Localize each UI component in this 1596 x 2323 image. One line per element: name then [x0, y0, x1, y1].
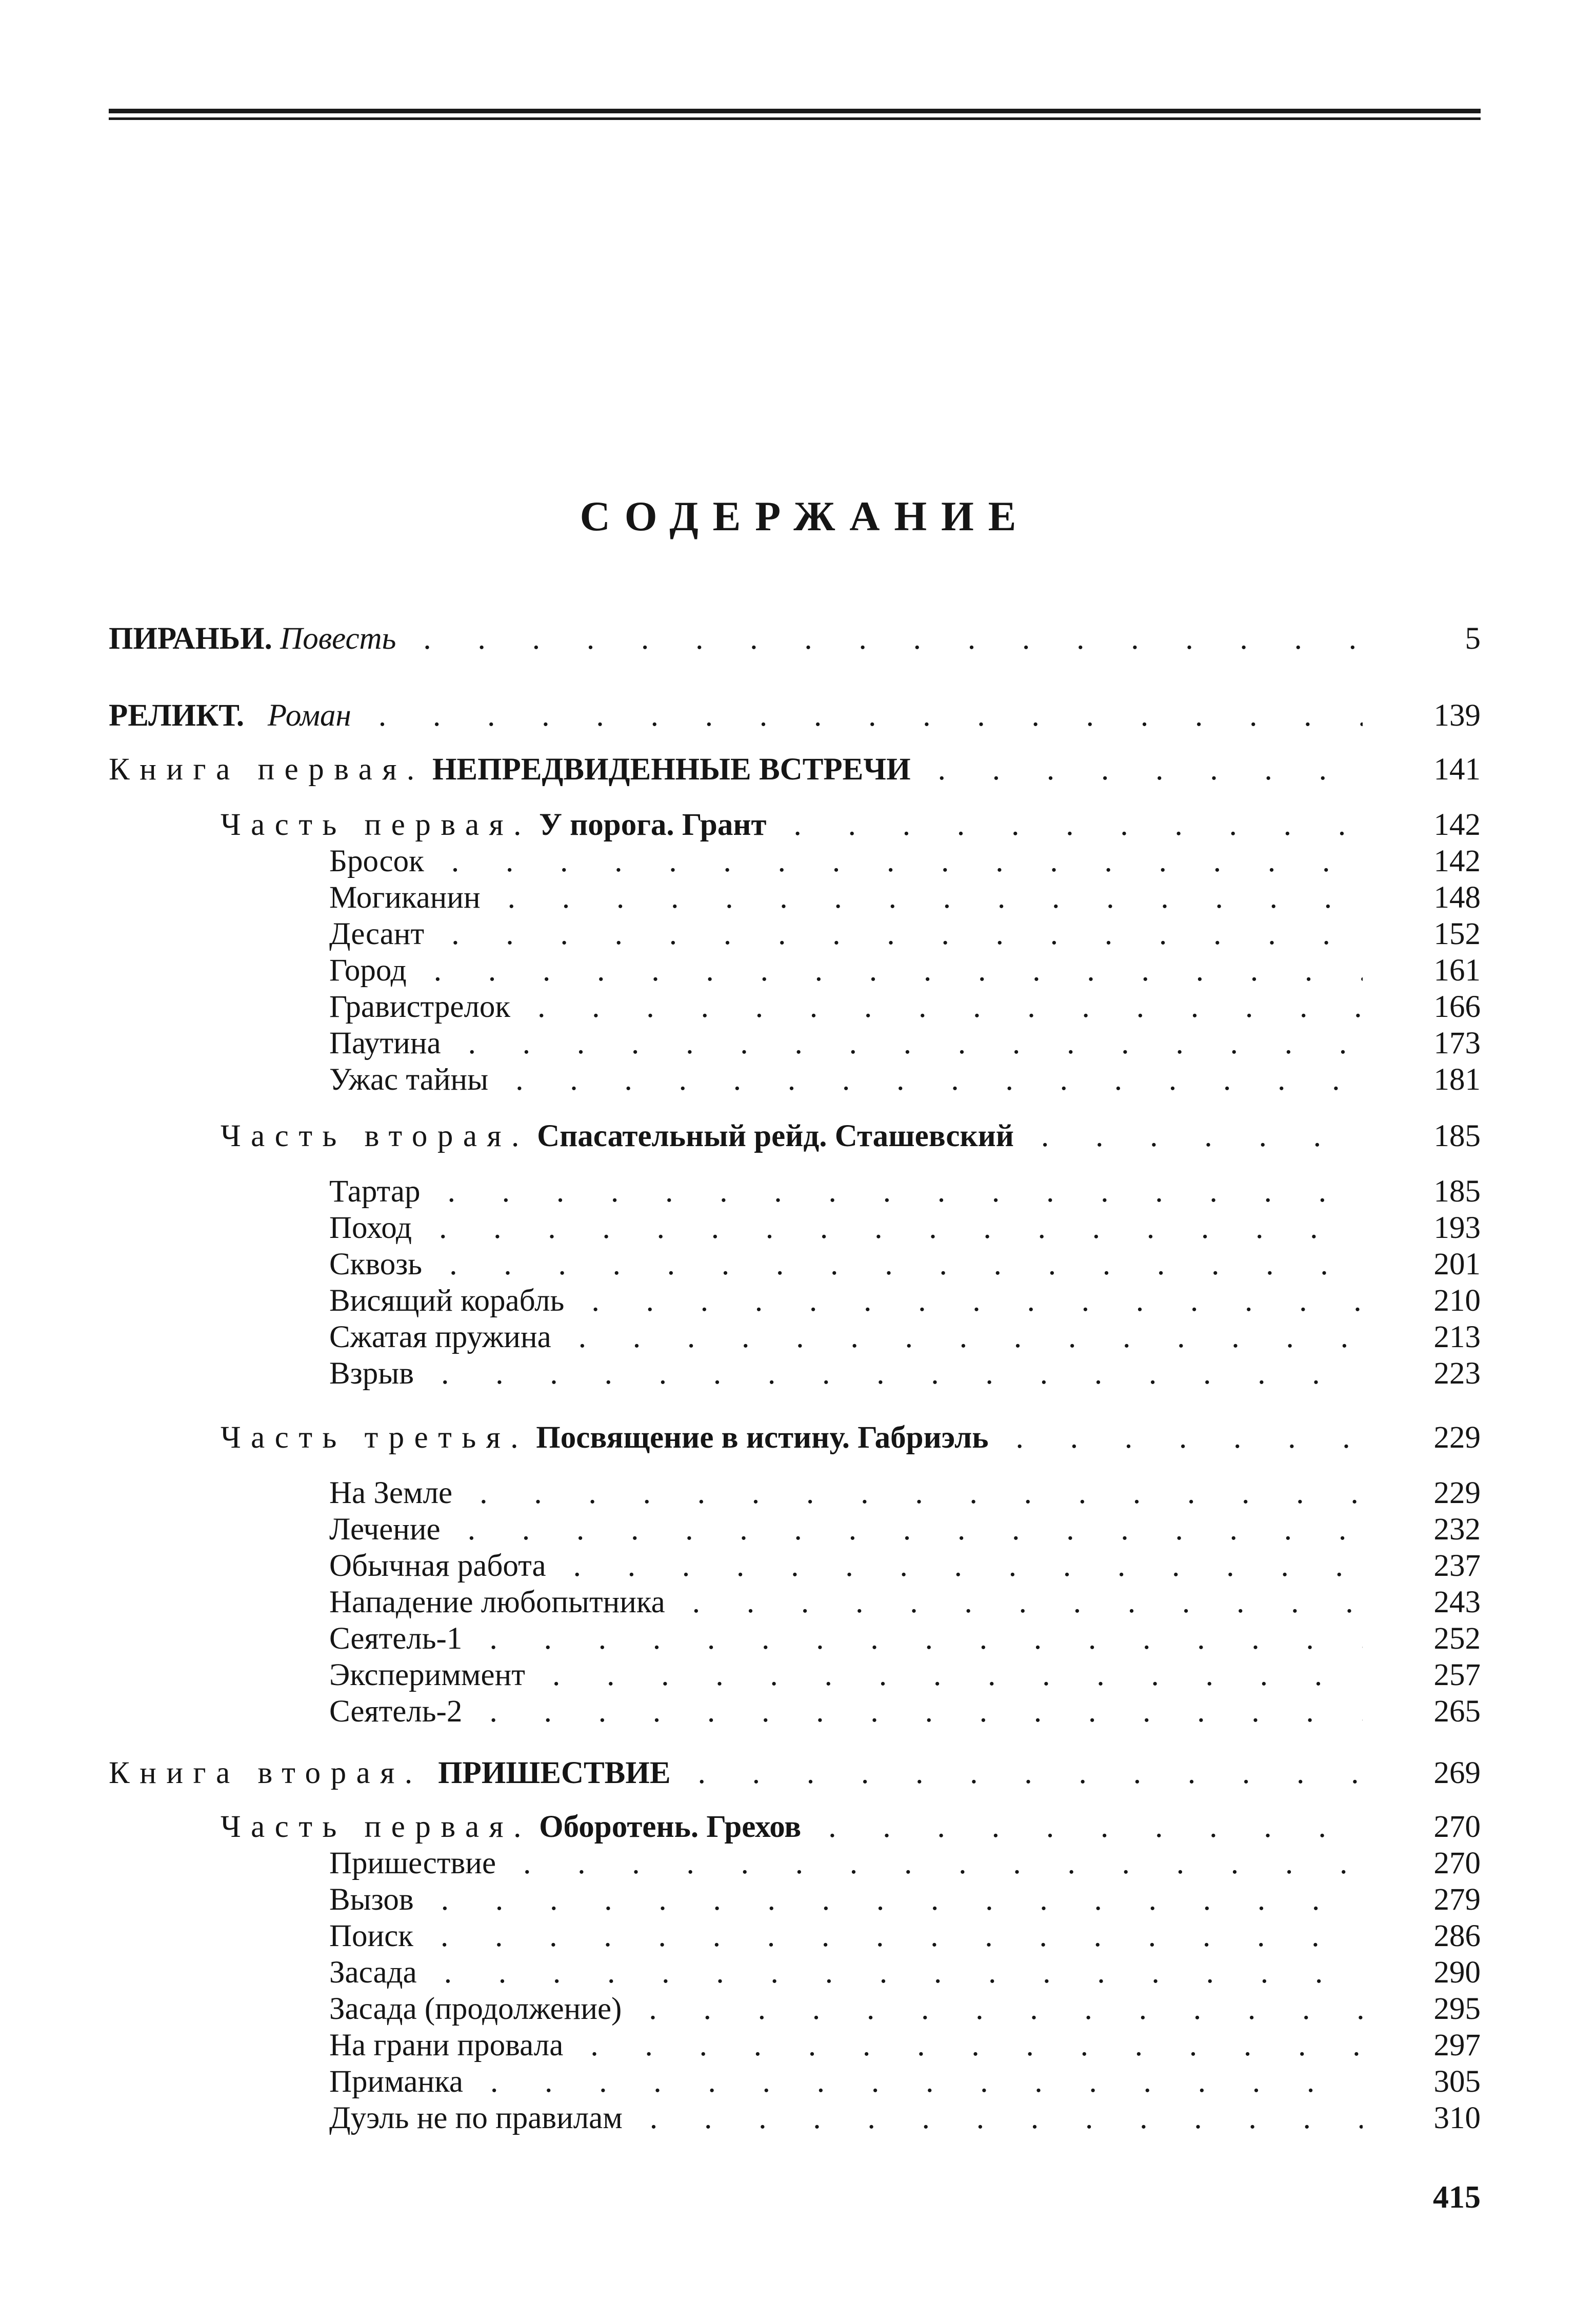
chapter-title: Засада (продолжение) . . . — [329, 1991, 1363, 2027]
page-ref: 237 — [1433, 1549, 1481, 1583]
page-ref: 257 — [1433, 1658, 1481, 1692]
part-title: У порога. Грант — [539, 808, 767, 842]
page-ref: 252 — [1433, 1621, 1481, 1656]
chapter-title: Взрыв . . . — [329, 1355, 1363, 1392]
toc-entry-work[interactable] — [109, 620, 1481, 697]
part-title: Оборотень. Грехов — [539, 1810, 802, 1844]
page-ref: 295 — [1433, 1992, 1481, 2026]
toc-entry-part[interactable] — [109, 807, 1481, 843]
chapter-title: Вызов . . . — [329, 1881, 1363, 1918]
toc-entry-chapter[interactable] — [109, 879, 1481, 916]
top-rule — [109, 109, 1481, 113]
book-title: НЕПРЕДВИДЕННЫЕ ВСТРЕЧИ — [432, 752, 911, 787]
page-ref: 148 — [1433, 880, 1481, 915]
page-ref: 265 — [1433, 1694, 1481, 1729]
chapter-title: Нападение любопытника . . . — [329, 1584, 1363, 1620]
page-ref: 310 — [1433, 2101, 1481, 2135]
top-rule-thin — [109, 117, 1481, 120]
toc-entry-chapter[interactable] — [109, 1881, 1481, 1918]
page-ref: 223 — [1433, 1356, 1481, 1391]
book-title: ПРИШЕСТВИЕ — [438, 1756, 671, 1790]
chapter-title: Сеятель-1 . . . — [329, 1620, 1363, 1657]
page-ref: 286 — [1433, 1919, 1481, 1953]
toc-entry-chapter[interactable] — [109, 1918, 1481, 1954]
part-label: Часть третья. — [221, 1420, 529, 1455]
chapter-title: Ужас тайны . . . — [329, 1062, 1363, 1098]
chapter-title: Могиканин . . . — [329, 879, 1363, 916]
page-ref: 297 — [1433, 2028, 1481, 2062]
toc-entry-part[interactable] — [109, 1118, 1481, 1173]
toc-entry-book[interactable] — [109, 751, 1481, 807]
work-title: ПИРАНЬИ. — [109, 622, 272, 656]
chapter-title: Бросок . . . — [329, 843, 1363, 879]
chapter-title: Висящий корабль . . . — [329, 1283, 1363, 1319]
page-ref: 279 — [1433, 1883, 1481, 1917]
chapter-title: На Земле . . . — [329, 1475, 1363, 1511]
page-ref: 152 — [1433, 917, 1481, 951]
page-title: СОДЕРЖАНИЕ — [580, 493, 1031, 539]
chapter-title: Экспериммент . . . — [329, 1657, 1363, 1693]
page-ref: 141 — [1433, 752, 1481, 787]
table-of-contents — [109, 620, 1481, 2136]
page-ref: 210 — [1433, 1284, 1481, 1318]
part-label: Часть первая. — [221, 808, 531, 842]
work-title: РЕЛИКТ. — [109, 698, 245, 733]
work-genre: Роман — [267, 698, 351, 733]
toc-entry-chapter[interactable] — [109, 2100, 1481, 2136]
toc-entry-chapter[interactable] — [109, 1246, 1481, 1283]
toc-entry-chapter[interactable] — [109, 1548, 1481, 1584]
page-ref: 173 — [1433, 1026, 1481, 1060]
toc-entry-chapter[interactable] — [109, 989, 1481, 1025]
page-ref: 181 — [1433, 1063, 1481, 1097]
toc-entry-chapter[interactable] — [109, 952, 1481, 989]
page-ref: 193 — [1433, 1211, 1481, 1245]
page-ref: 229 — [1433, 1420, 1481, 1455]
page-ref: 229 — [1433, 1476, 1481, 1510]
page-ref: 243 — [1433, 1585, 1481, 1619]
page-ref: 232 — [1433, 1512, 1481, 1547]
toc-entry-part[interactable] — [109, 1809, 1481, 1845]
page-ref: 142 — [1433, 844, 1481, 878]
toc-entry-chapter[interactable] — [109, 916, 1481, 952]
page-ref: 142 — [1433, 808, 1481, 842]
page-ref: 270 — [1433, 1846, 1481, 1880]
toc-entry-chapter[interactable] — [109, 1693, 1481, 1755]
toc-entry-chapter[interactable] — [109, 1954, 1481, 1991]
part-title: Посвящение в истину. Габриэль — [536, 1420, 989, 1455]
toc-entry-part[interactable] — [109, 1419, 1481, 1475]
toc-entry-chapter[interactable] — [109, 1355, 1481, 1419]
chapter-title: Засада . . . — [329, 1954, 1363, 1991]
page-ref: 290 — [1433, 1955, 1481, 1990]
page-ref: 270 — [1433, 1810, 1481, 1844]
toc-entry-chapter[interactable] — [109, 2064, 1481, 2100]
toc-entry-chapter[interactable] — [109, 1475, 1481, 1511]
book-label: Книга первая. — [109, 752, 425, 787]
toc-entry-chapter[interactable] — [109, 1062, 1481, 1118]
page-ref: 269 — [1433, 1756, 1481, 1790]
page-ref: 201 — [1433, 1247, 1481, 1281]
page-number: 415 — [1433, 2180, 1481, 2215]
page-ref: 305 — [1433, 2065, 1481, 2099]
chapter-title: Приманка . . . — [329, 2064, 1363, 2100]
chapter-title: Город . . . — [329, 952, 1363, 989]
toc-entry-chapter[interactable] — [109, 1173, 1481, 1210]
book-label: Книга вторая. — [109, 1756, 423, 1790]
page-ref: 139 — [1433, 698, 1481, 733]
page-ref: 185 — [1433, 1119, 1481, 1153]
toc-entry-chapter[interactable] — [109, 1210, 1481, 1246]
toc-entry-chapter[interactable] — [109, 1025, 1481, 1062]
toc-entry-chapter[interactable] — [109, 1283, 1481, 1319]
toc-entry-book[interactable] — [109, 1755, 1481, 1809]
part-label: Часть вторая. — [221, 1119, 529, 1153]
chapter-title: Гравистрелок . . . — [329, 989, 1363, 1025]
chapter-title: Пришествие . . . — [329, 1845, 1363, 1881]
chapter-title: Сжатая пружина . . . — [329, 1319, 1363, 1355]
part-title: Спасательный рейд. Сташевский — [537, 1119, 1014, 1153]
part-label: Часть первая. — [221, 1810, 531, 1844]
toc-entry-chapter[interactable] — [109, 1620, 1481, 1657]
chapter-title: Лечение . . . — [329, 1511, 1363, 1548]
toc-entry-chapter[interactable] — [109, 1845, 1481, 1881]
toc-entry-chapter[interactable] — [109, 1991, 1481, 2027]
chapter-title: Сеятель-2 . . . — [329, 1693, 1363, 1730]
chapter-title: Тартар . . . — [329, 1173, 1363, 1210]
chapter-title: На грани провала . . . — [329, 2027, 1363, 2064]
work-genre: Повесть — [280, 622, 396, 656]
toc-entry-chapter[interactable] — [109, 1657, 1481, 1693]
page-ref: 5 — [1465, 622, 1481, 656]
page-ref: 161 — [1433, 953, 1481, 988]
toc-entry-chapter[interactable] — [109, 1319, 1481, 1355]
chapter-title: Поход . . . — [329, 1210, 1363, 1246]
toc-entry-chapter[interactable] — [109, 1584, 1481, 1620]
chapter-title: Поиск . . . — [329, 1918, 1363, 1954]
chapter-title: Десант . . . — [329, 916, 1363, 952]
toc-entry-work[interactable] — [109, 697, 1481, 751]
chapter-title: Паутина . . . — [329, 1025, 1363, 1062]
toc-entry-chapter[interactable] — [109, 2027, 1481, 2064]
toc-entry-chapter[interactable] — [109, 1511, 1481, 1548]
chapter-title: Дуэль не по правилам . . . — [329, 2100, 1363, 2136]
page-ref: 166 — [1433, 990, 1481, 1024]
chapter-title: Сквозь . . . — [329, 1246, 1363, 1283]
page-ref: 185 — [1433, 1174, 1481, 1209]
page-ref: 213 — [1433, 1320, 1481, 1354]
chapter-title: Обычная работа . . . — [329, 1548, 1363, 1584]
toc-entry-chapter[interactable] — [109, 843, 1481, 879]
